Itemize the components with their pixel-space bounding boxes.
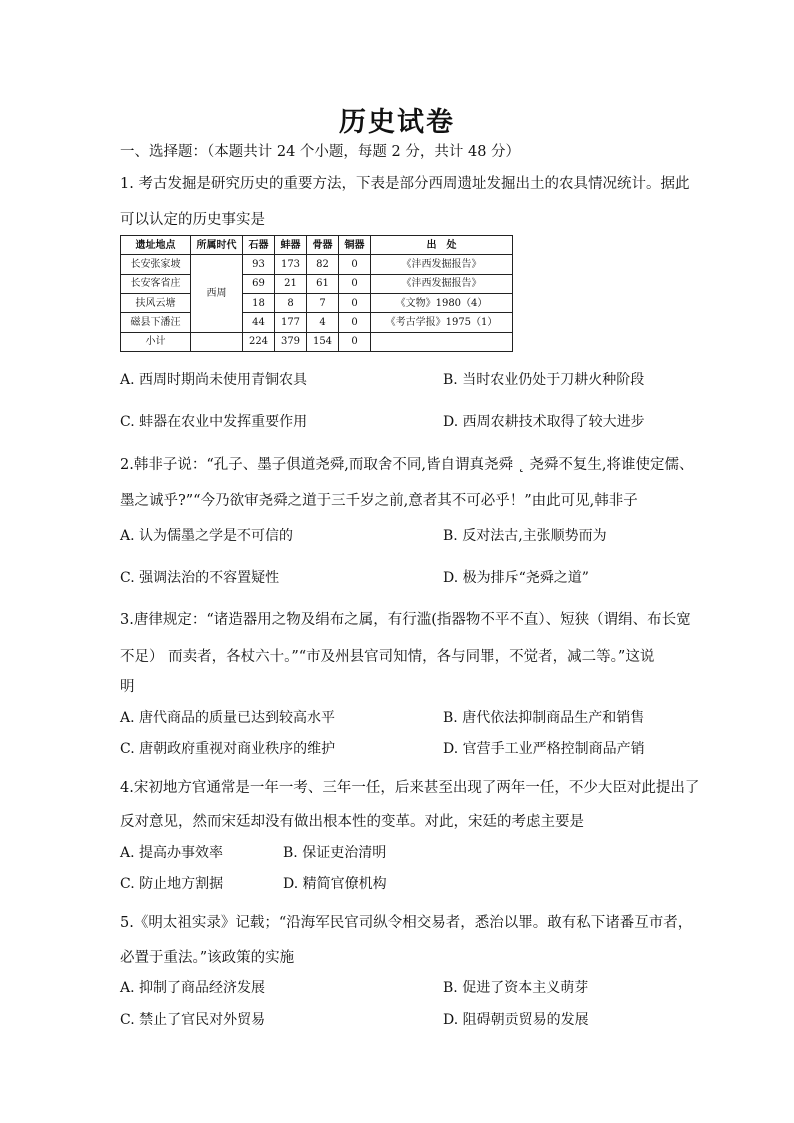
q5-option-a: A. 抑制了商品经济发展 xyxy=(120,980,266,996)
table-cell: 0 xyxy=(339,293,371,312)
table-cell: 长安张家坡 xyxy=(121,255,191,274)
table-cell: 《考古学报》1975（1） xyxy=(371,313,513,332)
table-cell: 379 xyxy=(275,332,307,351)
q1-option-b: B. 当时农业仍处于刀耕火种阶段 xyxy=(443,372,645,388)
q4-option-b: B. 保证吏治清明 xyxy=(283,845,387,861)
table-cell: 0 xyxy=(339,274,371,293)
table-cell: 扶风云塘 xyxy=(121,293,191,312)
table-cell: 8 xyxy=(275,293,307,312)
q2-option-b: B. 反对法古,主张顺势而为 xyxy=(443,528,607,544)
table-cell: 《文物》1980（4） xyxy=(371,293,513,312)
q2-stem-line2: 墨之诚乎?”“今乃欲审尧舜之道于三千岁之前,意者其不可必乎！”由此可见,韩非子 xyxy=(120,493,638,509)
q5-stem-line2: 必置于重法。”该政策的实施 xyxy=(120,950,295,966)
q5-stem-line1: 5.《明太祖实录》记载；“沿海军民官司纵令相交易者，悉治以罪。敢有私下诸番互市者， xyxy=(120,915,693,931)
table-total-row xyxy=(121,332,513,351)
table-cell: 长安客省庄 xyxy=(121,274,191,293)
q3-stem-line1: 3.唐律规定：“诸造器用之物及绢布之属，有行滥(指器物不平不直）、短狭（谓绢、布长宽 xyxy=(120,612,691,628)
table-cell: 82 xyxy=(307,255,339,274)
table-cell: 4 xyxy=(307,313,339,332)
q3-stem-line3: 明 xyxy=(120,679,135,695)
table-header: 骨器 xyxy=(307,236,339,255)
q3-option-b: B. 唐代依法抑制商品生产和销售 xyxy=(443,710,645,726)
q3-option-a: A. 唐代商品的质量已达到较高水平 xyxy=(120,710,336,726)
table-row xyxy=(121,274,513,293)
q4-stem-line1: 4.宋初地方官通常是一年一考、三年一任，后来甚至出现了两年一任，不少大臣对此提出了 xyxy=(120,780,700,796)
table-cell: 磁县下潘汪 xyxy=(121,313,191,332)
table-cell: 《沣西发掘报告》 xyxy=(371,274,513,293)
table-cell: 173 xyxy=(275,255,307,274)
q4-option-d: D. 精简官僚机构 xyxy=(283,876,387,892)
q2-option-c: C. 强调法治的不容置疑性 xyxy=(120,570,280,586)
q2-stem-line1: 2.韩非子说：“孔子、墨子俱道尧舜,而取舍不同,皆自谓真尧舜 ˛ 尧舜不复生,将谁使定儒、 xyxy=(120,457,694,473)
q1-option-a: A. 西周时期尚未使用青铜农具 xyxy=(120,372,308,388)
table-cell: 44 xyxy=(243,313,275,332)
table-cell: 61 xyxy=(307,274,339,293)
table-row xyxy=(121,255,513,274)
table-cell xyxy=(371,332,513,351)
table-header: 石器 xyxy=(243,236,275,255)
q3-stem-line2: 不足） 而卖者，各杖六十。”“市及州县官司知情，各与同罪，不觉者，减二等。”这说 xyxy=(120,649,655,665)
table-cell: 224 xyxy=(243,332,275,351)
table-header-row xyxy=(121,236,513,255)
q5-option-c: C. 禁止了官民对外贸易 xyxy=(120,1012,266,1028)
table-header: 所属时代 xyxy=(191,236,243,255)
q4-option-c: C. 防止地方割据 xyxy=(120,876,224,892)
q4-stem-line2: 反对意见，然而宋廷却没有做出根本性的变革。对此，宋廷的考虑主要是 xyxy=(120,814,584,830)
table-cell: 154 xyxy=(307,332,339,351)
table-cell-era: 西周 xyxy=(191,255,243,332)
section-heading: 一、选择题：（本题共计 24 个小题，每题 2 分，共计 48 分） xyxy=(120,144,521,160)
table-cell: 小计 xyxy=(121,332,191,351)
excavation-table xyxy=(120,235,513,352)
q1-option-d: D. 西周农耕技术取得了较大进步 xyxy=(443,414,645,430)
table-header: 铜器 xyxy=(339,236,371,255)
table-row xyxy=(121,293,513,312)
q1-stem-line1: 1. 考古发掘是研究历史的重要方法，下表是部分西周遗址发掘出土的农具情况统计。据此 xyxy=(120,176,690,192)
table-cell: 93 xyxy=(243,255,275,274)
q1-option-c: C. 蚌器在农业中发挥重要作用 xyxy=(120,414,308,430)
table-header: 出 处 xyxy=(371,236,513,255)
table-cell: 18 xyxy=(243,293,275,312)
table-header: 蚌器 xyxy=(275,236,307,255)
table-cell: 0 xyxy=(339,255,371,274)
table-cell: 69 xyxy=(243,274,275,293)
table-cell: 《沣西发掘报告》 xyxy=(371,255,513,274)
q5-option-b: B. 促进了资本主义萌芽 xyxy=(443,980,589,996)
q3-option-c: C. 唐朝政府重视对商业秩序的维护 xyxy=(120,741,336,757)
q4-option-a: A. 提高办事效率 xyxy=(120,845,224,861)
table-row xyxy=(121,313,513,332)
q5-option-d: D. 阻碍朝贡贸易的发展 xyxy=(443,1012,589,1028)
table-cell: 177 xyxy=(275,313,307,332)
table-cell: 0 xyxy=(339,332,371,351)
q1-stem-line2: 可以认定的历史事实是 xyxy=(120,212,265,228)
page-title: 历史试卷 xyxy=(339,107,455,138)
table-cell: 0 xyxy=(339,313,371,332)
q2-option-a: A. 认为儒墨之学是不可信的 xyxy=(120,528,294,544)
q2-option-d: D. 极为排斥“尧舜之道” xyxy=(443,570,589,586)
q3-option-d: D. 官营手工业严格控制商品产销 xyxy=(443,741,645,757)
table-header: 遗址地点 xyxy=(121,236,191,255)
table-cell: 7 xyxy=(307,293,339,312)
table-cell: 21 xyxy=(275,274,307,293)
table-cell xyxy=(191,332,243,351)
